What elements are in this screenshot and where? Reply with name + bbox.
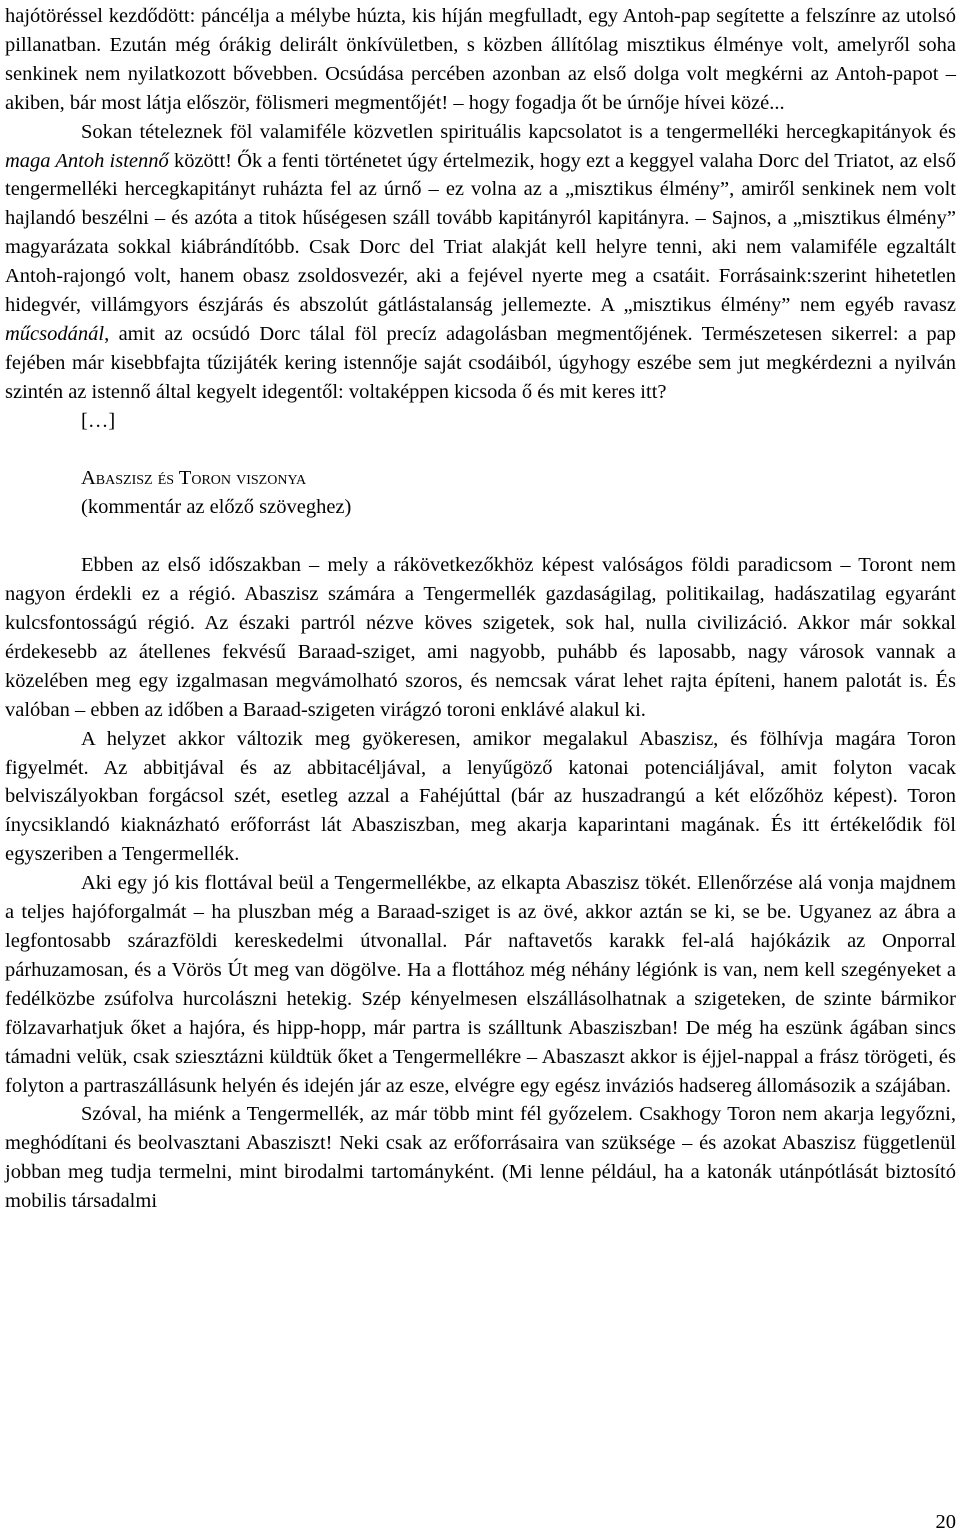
blank-line — [5, 522, 956, 551]
text-run: hajótöréssel kezdődött: páncélja a mélybe húzta, kis híján megfulladt, egy Antoh-pap segítette a felszínre az utolsó pillanatban. Ezután még órákig delirált önkívületben, s közben állítólag misztikus élménye volt, amelyről soha senkinek nem nyilatkozott bővebben. Ocsúdása percében azonban az első dolga volt megkérni az Antoh-papot – akiben, bár most látja először, fölismeri megmentőjét! – hogy fogadja őt be úrnője hívei közé... — [5, 5, 956, 114]
paragraph-victory: Szóval, ha miénk a Tengermellék, az már több mint fél győzelem. Csakhogy Toron nem akarja legyőzni, meghódítani és beolvasztani Abasziszt! Neki csak az erőforrásaira van szüksége – és azokat Abaszisz függetlenül jobban meg tudja termelni, mint birodalmi tartományként. (Mi lenne például, ha a katonák utánpótlását biztosító mobilis társadalmi — [5, 1103, 956, 1213]
paragraph-intro-continuation — [5, 2, 956, 118]
paragraph-first-period: Ebben az első időszakban – mely a rákövetkezőkhöz képest valóságos földi paradicsom – Toront nem nagyon érdekli ez a régió. Abaszisz számára a Tengermellék gazdaságilag, politikailag, hadászatilag egyaránt kulcsfontosságú régió. Az északi partról nézve köves szigetek, sok hal, nulla civilizáció. Akkor már sokkal érdekesebb az átellenes fekvésű Baraad-sziget, ami nagyobb, puhább és laposabb, nagy városok vannak a közelében meg egy izgalmasan megvámolható szoros, és nemcsak várat lehet rajta építeni, hanem palotát is. És valóban – ebben az időben a Baraad-szigeten virágzó toroni enklávé alakul ki. — [5, 554, 956, 721]
blank-line — [5, 436, 956, 465]
text-run: , amit az ocsúdó Dorc tálal föl precíz adagolásban megmentőjének. Természetesen sikerrel: a pap fejében már kisebbfajta tűzijáték kering istennője saját csodáiból, úgyhogy eszébe sem jut megkérdezni a nyilván szintén az istennő által kegyelt idegentől: voltaképpen kicsoda ő és mit keres itt? — [5, 322, 956, 403]
italic-text-run: maga Antoh istennő — [5, 149, 169, 172]
section-heading: Abaszisz és Toron viszonya — [81, 467, 307, 490]
omission-marker: […] — [81, 409, 116, 432]
text-run: Sokan tételeznek föl valamiféle közvetlen spirituális kapcsolatot is a tengermelléki hercegkapitányok és — [81, 120, 956, 143]
section-subtitle: (kommentár az előző szöveghez) — [81, 496, 352, 519]
paragraph-spiritual-connection — [5, 118, 956, 407]
paragraph-situation-changes: A helyzet akkor változik meg gyökeresen, amikor megalakul Abaszisz, és fölhívja magára Toron figyelmét. Az abbitjával és az abbitacéljával, a lenyűgöző katonai potenciáljával, amit folyton vacak belviszályokban forgácsol szét, esetleg azzal a Fahéjúttal (bár az huszadrangú a két előzőhöz képest). Toron ínycsiklandó kiaknázható erőforrást lát Abasziszban, meg akarja kaparintani magának. És itt értékelődik föl egyszeriben a Tengermellék. — [5, 727, 956, 866]
paragraph-fleet: Aki egy jó kis flottával beül a Tengermellékbe, az elkapta Abaszisz tökét. Ellenőrzése alá vonja majdnem a teljes hajóforgalmát – ha pluszban még a Baraad-sziget is az övé, akkor aztán se ki, se be. Ugyanez az ábra a legfontosabb szárazföldi kereskedelmi útvonallal. Pár naftavetős karakk fel-alá hajókázik az Onporral párhuzamosan, és a Vörös Út meg van dögölve. Ha a flottához még néhány légiónk is van, nem kell szegényeket a fedélközbe zsúfolva hurcolászni hetekig. Szép kényelmesen elszállásolhatnak a szigeteken, de szinte bármikor fölzavarhatjuk őket a hajóra, és hipp-hopp, már partra is szálltunk Abasziszban! De még ha eszünk ágában sincs támadni velük, csak sziesztázni küldtük őket a Tengermellékre – Abaszaszt akkor is éjjel-nappal a frász törögeti, és folyton a partraszállásunk helyén és idején jár az esze, elvégre egy egész inváziós hadsereg állomásozik a szájában. — [5, 872, 956, 1097]
text-run: között! Ők a fenti történetet úgy értelmezik, hogy ezt a keggyel valaha Dorc del Triatot, az első tengermelléki hercegkapitányt ruházta fel az úrnő – ez volna az a „misztikus élmény”, amiről senkinek nem volt hajlandó beszélni – és azóta a titok hűségesen száll tovább kapitányról kapitányra. – Sajnos, a „misztikus élmény” magyarázata sokkal kiábrándítóbb. Csak Dorc del Triat alakját kell helyre tenni, aki nem valamiféle egzaltált Antoh-rajongó volt, hanem obasz zsoldosvezér, aki a fejével nyerte meg a csatáit. Forrásaink:szerint hihetetlen hidegvér, villámgyors észjárás és abszolút gátlástalanság jellemezte. A „misztikus élmény” nem egyéb ravasz — [5, 149, 956, 317]
page-number: 20 — [935, 1511, 956, 1534]
italic-text-run: műcsodánál — [5, 322, 105, 345]
